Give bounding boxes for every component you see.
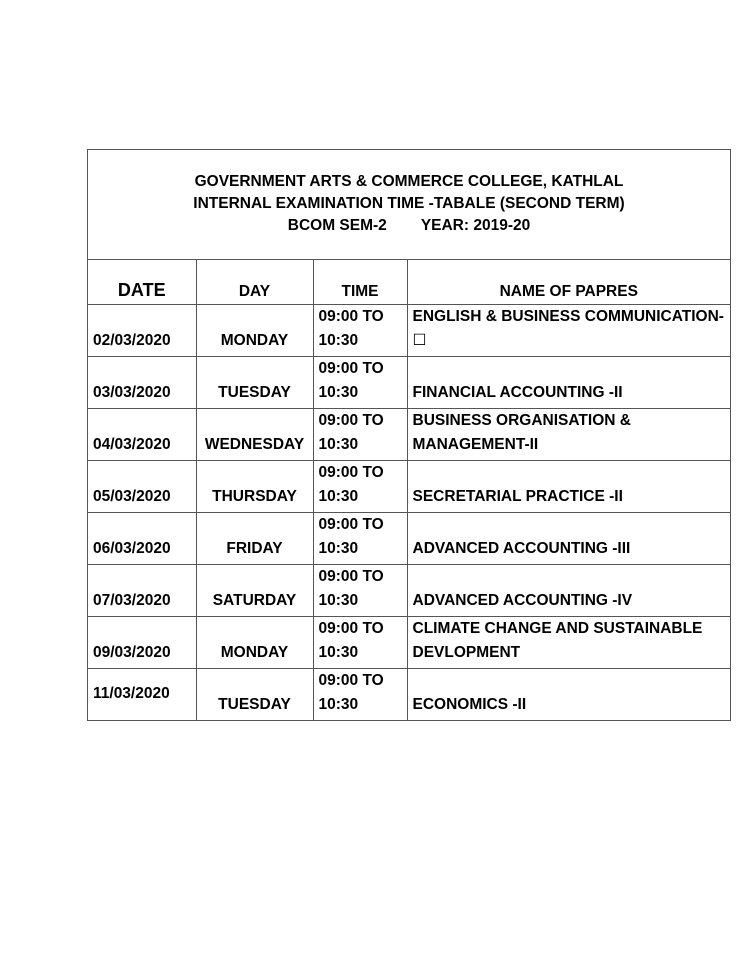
table-row bbox=[88, 460, 730, 512]
exam-title: INTERNAL EXAMINATION TIME -TABALE (SECOND TERM) bbox=[193, 195, 625, 212]
table-header-row bbox=[88, 260, 730, 304]
course-year-line bbox=[88, 215, 730, 237]
row-day: MONDAY bbox=[196, 616, 313, 668]
time-from: 09:00 TO bbox=[318, 307, 384, 325]
timetable-document bbox=[87, 149, 731, 721]
row-time bbox=[313, 668, 407, 720]
table-row bbox=[88, 356, 730, 408]
time-to: 10:30 bbox=[318, 591, 359, 609]
time-from: 09:00 TO bbox=[318, 567, 384, 585]
row-time bbox=[313, 616, 407, 668]
row-time bbox=[313, 512, 407, 564]
column-header-paper: NAME OF PAPRES bbox=[407, 260, 730, 304]
row-day: TUESDAY bbox=[196, 356, 313, 408]
time-to: 10:30 bbox=[318, 331, 359, 349]
row-date: 11/03/2020 bbox=[88, 668, 196, 720]
row-paper: FINANCIAL ACCOUNTING -II bbox=[407, 356, 730, 408]
row-paper: SECRETARIAL PRACTICE -II bbox=[407, 460, 730, 512]
table-row bbox=[88, 668, 730, 720]
table-row bbox=[88, 408, 730, 460]
time-to: 10:30 bbox=[318, 539, 359, 557]
time-from: 09:00 TO bbox=[318, 463, 384, 481]
table-row bbox=[88, 512, 730, 564]
row-date: 04/03/2020 bbox=[88, 408, 196, 460]
course-label: BCOM SEM-2 bbox=[287, 217, 387, 234]
column-header-time: TIME bbox=[313, 260, 407, 304]
row-date: 07/03/2020 bbox=[88, 564, 196, 616]
time-to: 10:30 bbox=[318, 643, 359, 661]
row-paper: ADVANCED ACCOUNTING -IV bbox=[407, 564, 730, 616]
row-day: MONDAY bbox=[196, 304, 313, 356]
row-day: WEDNESDAY bbox=[196, 408, 313, 460]
row-paper: ENGLISH & BUSINESS COMMUNICATION-☐ bbox=[407, 304, 730, 356]
row-date: 02/03/2020 bbox=[88, 304, 196, 356]
row-paper: CLIMATE CHANGE AND SUSTAINABLE DEVLOPMENT bbox=[407, 616, 730, 668]
year-label: YEAR: 2019-20 bbox=[420, 217, 531, 234]
time-to: 10:30 bbox=[318, 435, 359, 453]
time-from: 09:00 TO bbox=[318, 359, 384, 377]
row-day: FRIDAY bbox=[196, 512, 313, 564]
row-day: THURSDAY bbox=[196, 460, 313, 512]
table-row bbox=[88, 564, 730, 616]
time-to: 10:30 bbox=[318, 383, 359, 401]
time-to: 10:30 bbox=[318, 695, 359, 713]
time-from: 09:00 TO bbox=[318, 619, 384, 637]
time-from: 09:00 TO bbox=[318, 671, 384, 689]
row-date: 05/03/2020 bbox=[88, 460, 196, 512]
row-time bbox=[313, 408, 407, 460]
row-date: 06/03/2020 bbox=[88, 512, 196, 564]
row-time bbox=[313, 356, 407, 408]
timetable bbox=[88, 260, 730, 720]
document-header bbox=[88, 150, 730, 260]
column-header-date: DATE bbox=[88, 260, 196, 304]
row-time bbox=[313, 304, 407, 356]
college-name: GOVERNMENT ARTS & COMMERCE COLLEGE, KATHLAL bbox=[194, 173, 624, 190]
row-paper: ECONOMICS -II bbox=[407, 668, 730, 720]
table-row bbox=[88, 616, 730, 668]
time-from: 09:00 TO bbox=[318, 515, 384, 533]
row-day: TUESDAY bbox=[196, 668, 313, 720]
row-date: 09/03/2020 bbox=[88, 616, 196, 668]
time-from: 09:00 TO bbox=[318, 411, 384, 429]
row-time bbox=[313, 460, 407, 512]
row-date: 03/03/2020 bbox=[88, 356, 196, 408]
time-to: 10:30 bbox=[318, 487, 359, 505]
row-time bbox=[313, 564, 407, 616]
table-row bbox=[88, 304, 730, 356]
row-paper: BUSINESS ORGANISATION & MANAGEMENT-II bbox=[407, 408, 730, 460]
row-day: SATURDAY bbox=[196, 564, 313, 616]
row-paper: ADVANCED ACCOUNTING -III bbox=[407, 512, 730, 564]
column-header-day: DAY bbox=[196, 260, 313, 304]
